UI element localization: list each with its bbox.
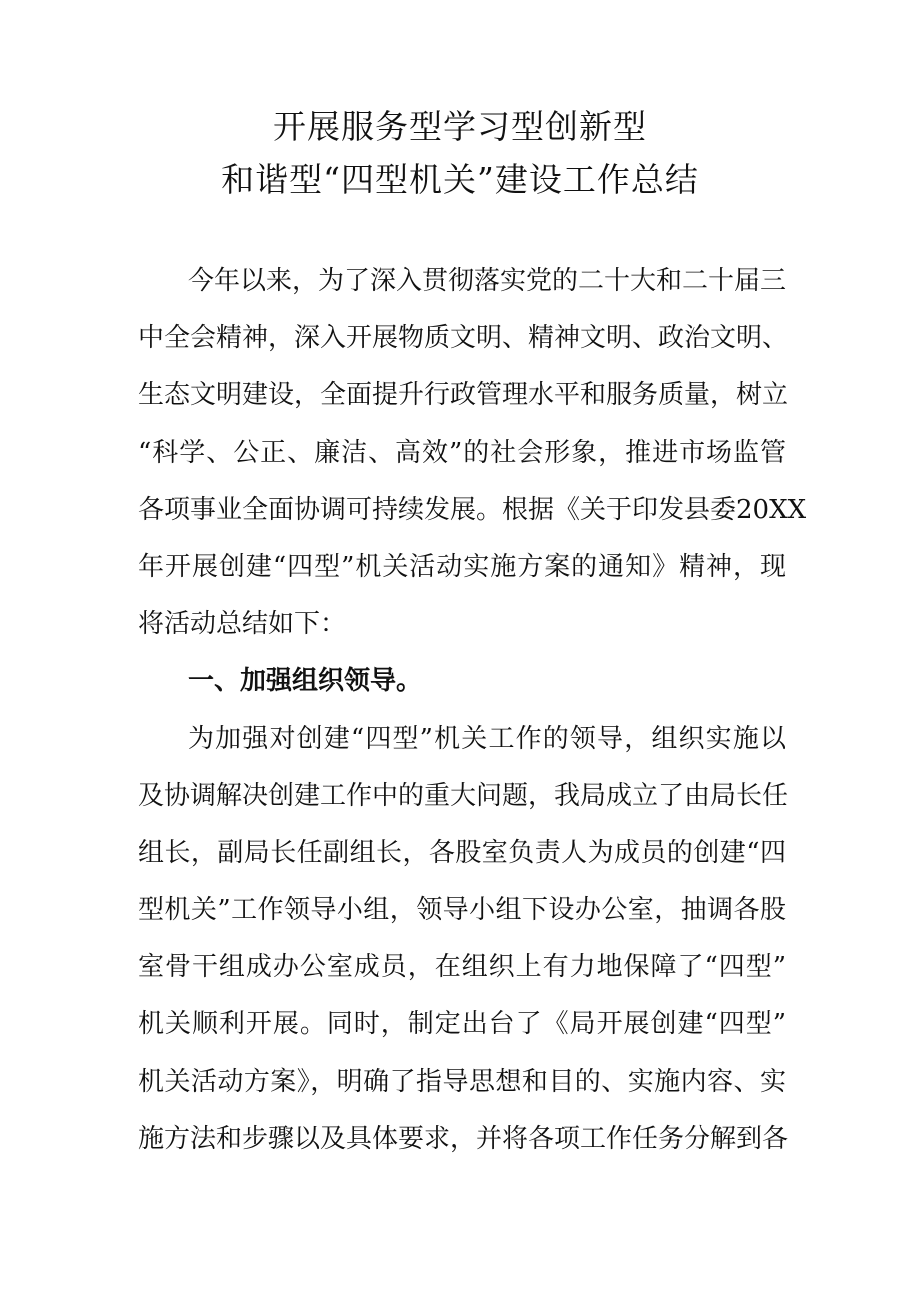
- body-line: 年开展创建“四型”机关活动实施方案的通知》精神，现: [138, 551, 786, 582]
- body-line: 为加强对创建“四型”机关工作的领导，组织实施以: [188, 723, 786, 754]
- body-line: “科学、公正、廉洁、高效”的社会形象，推进市场监管: [138, 437, 786, 468]
- section-heading: 一、加强组织领导。: [188, 666, 423, 697]
- body-line: 各项事业全面协调可持续发展。根据《关于印发县委20XX: [138, 494, 807, 525]
- body-line: 机关顺利开展。同时，制定出台了《局开展创建“四型”: [138, 1009, 786, 1040]
- body-line: 组长，副局长任副组长，各股室负责人为成员的创建“四: [138, 837, 786, 868]
- body-line: 施方法和步骤以及具体要求，并将各项工作任务分解到各: [138, 1123, 789, 1154]
- body-line: 今年以来，为了深入贯彻落实党的二十大和二十届三: [188, 266, 787, 296]
- body-line: 机关活动方案》，明确了指导思想和目的、实施内容、实: [138, 1066, 786, 1097]
- document-title-line-2: 和谐型“四型机关”建设工作总结: [221, 160, 699, 199]
- document-body: [138, 253, 807, 1168]
- document-title-line-1: 开展服务型学习型创新型: [273, 107, 647, 146]
- body-line: 将活动总结如下：: [138, 609, 347, 640]
- body-line: 室骨干组成办公室成员，在组织上有力地保障了“四型”: [138, 952, 786, 983]
- body-line: 及协调解决创建工作中的重大问题，我局成立了由局长任: [138, 780, 789, 811]
- body-line: 生态文明建设，全面提升行政管理水平和服务质量，树立: [138, 380, 789, 411]
- body-line: 中全会精神，深入开展物质文明、精神文明、政治文明、: [138, 323, 789, 354]
- body-line: 型机关”工作领导小组，领导小组下设办公室，抽调各股: [138, 895, 786, 926]
